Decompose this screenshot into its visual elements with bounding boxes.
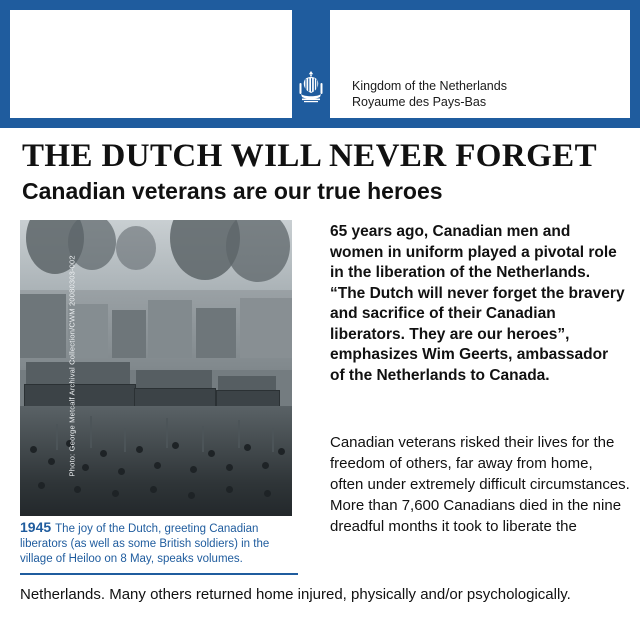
headline: THE DUTCH WILL NEVER FORGET	[22, 138, 597, 174]
caption-text: The joy of the Dutch, greeting Canadian liberators (as well as some British soldiers) in the village of Heiloo on 8 May, speaks volumes.	[20, 523, 270, 565]
caption-divider	[20, 573, 298, 575]
caption-year: 1945	[20, 519, 52, 535]
header-white-block-left	[10, 10, 292, 118]
photo-credit: Photo: George Metcalf Archival Collection/CWM 20080303-002	[67, 255, 77, 477]
netherlands-coat-of-arms-icon	[296, 68, 326, 106]
header-band	[0, 0, 640, 128]
article-paragraph-1: Canadian veterans risked their lives for the freedom of others, far away from home, often under extremely difficult circumstances. More than 7,600 Canadians died in the nine dreadful months it took to liberate the	[330, 434, 630, 535]
article-paragraph-2: Netherlands. Many others returned home injured, physically and/or psychologically.	[20, 586, 571, 603]
article-lead: 65 years ago, Canadian men and women in uniform played a pivotal role in the liberation of the Netherlands. “The Dutch will never forget the bravery and sacrifice of their Canadian liberators. They are our heroes”, emphasizes Wim Geerts, ambassador of the Netherlands to Canada.	[330, 223, 625, 384]
photo-caption	[20, 520, 298, 567]
photo-crowd	[20, 406, 292, 516]
organization-name-en: Kingdom of the Netherlands	[352, 79, 507, 93]
organization-name-fr: Royaume des Pays-Bas	[352, 95, 487, 109]
subheadline: Canadian veterans are our true heroes	[22, 178, 443, 204]
liberation-convoy-photo	[20, 220, 292, 516]
organization-name	[352, 78, 507, 110]
